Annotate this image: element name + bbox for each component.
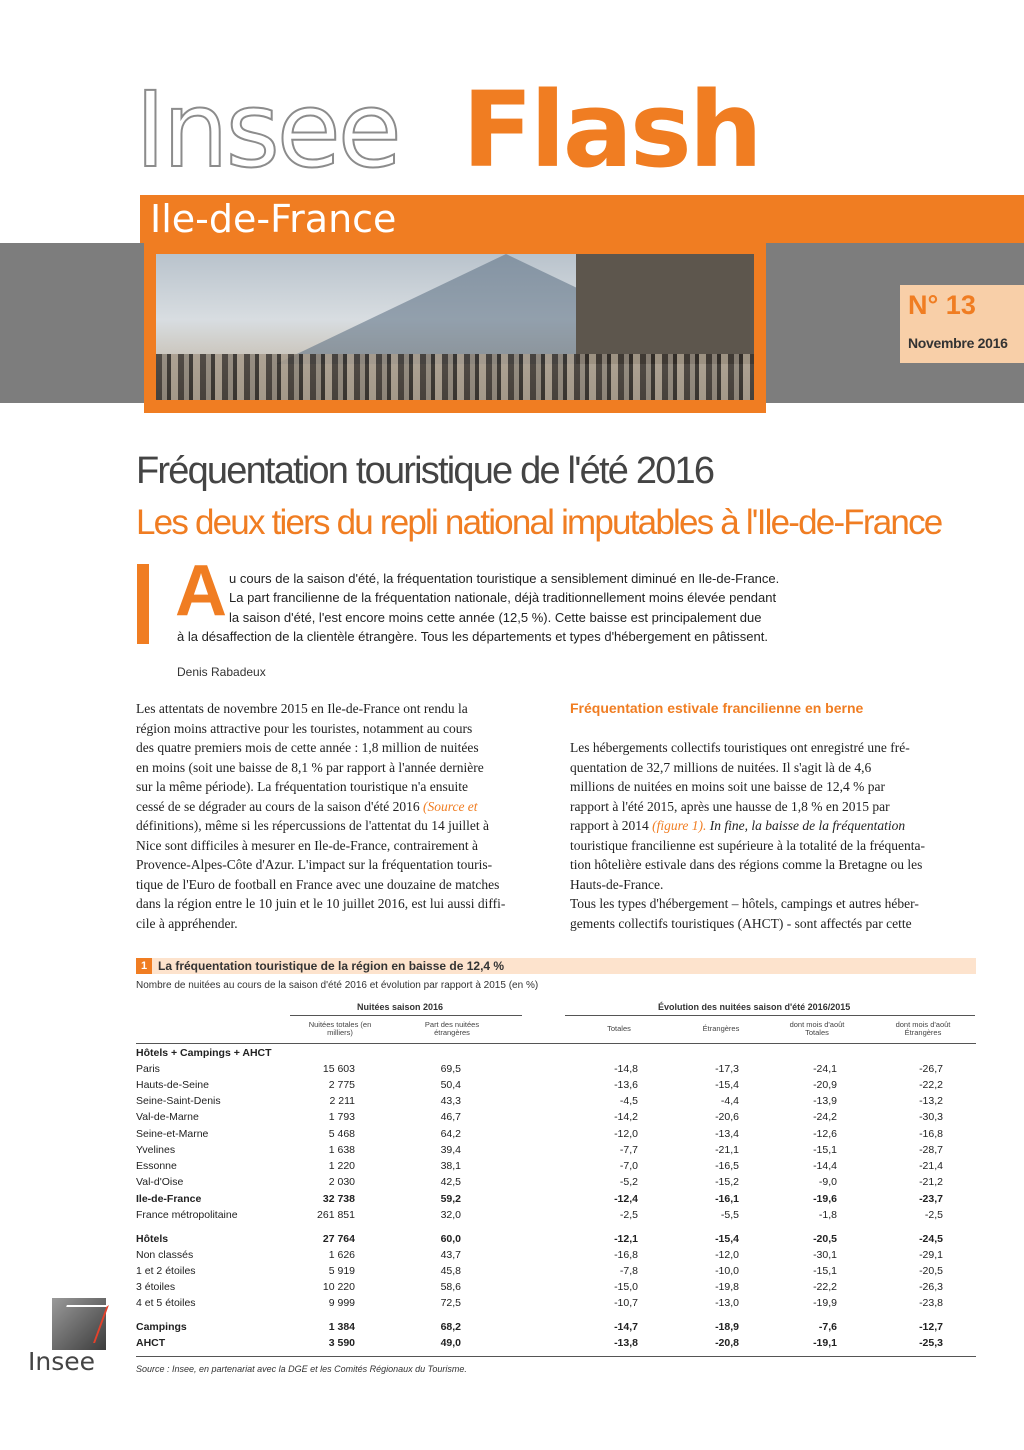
row-label: Campings <box>136 1321 187 1333</box>
row-label: 1 et 2 étoiles <box>136 1265 196 1277</box>
table-cell: -30,3 <box>919 1111 943 1123</box>
intro-line: u cours de la saison d'été, la fréquentation touristique a sensiblement diminué en Ile-de-France. <box>229 571 780 586</box>
group-underline <box>290 1015 522 1016</box>
col1-line: des quatre premiers mois de cette année : 1,8 million de nuitées <box>136 740 479 755</box>
table-cell: -16,1 <box>715 1193 739 1205</box>
table-cell: -19,9 <box>813 1297 837 1309</box>
table-cell: -13,8 <box>614 1337 638 1349</box>
col-header: dont mois d'août Totales <box>789 1020 845 1037</box>
table-cell: -15,2 <box>715 1176 739 1188</box>
intro-bar <box>137 564 149 644</box>
table-row <box>0 1079 1024 1095</box>
table-cell: -12,4 <box>614 1193 638 1205</box>
table-cell: -14,2 <box>614 1111 638 1123</box>
col1-line: Les attentats de novembre 2015 en Ile-de-France ont rendu la <box>136 701 468 716</box>
row-label: 4 et 5 étoiles <box>136 1297 196 1309</box>
table-cell: -2,5 <box>924 1209 943 1221</box>
row-label: Yvelines <box>136 1144 176 1156</box>
table-row <box>0 1160 1024 1176</box>
section-heading: Fréquentation estivale francilienne en berne <box>570 700 864 716</box>
row-label: Val-d'Oise <box>136 1176 184 1188</box>
crowd-shape <box>156 354 754 400</box>
table-cell: 3 590 <box>328 1337 355 1349</box>
table-cell: -7,0 <box>619 1160 638 1172</box>
table-cell: -4,5 <box>619 1095 638 1107</box>
table-cell: -7,8 <box>619 1265 638 1277</box>
table-cell: 261 851 <box>317 1209 355 1221</box>
row-label: AHCT <box>136 1337 166 1349</box>
table-row <box>0 1111 1024 1127</box>
row-label: Hauts-de-Seine <box>136 1079 209 1091</box>
table-cell: 1 626 <box>328 1249 355 1261</box>
table-cell: -16,8 <box>919 1128 943 1140</box>
table-cell: 27 764 <box>322 1233 355 1245</box>
table-cell: -20,5 <box>813 1233 837 1245</box>
table-cell: -25,3 <box>919 1337 943 1349</box>
table-cell: 5 919 <box>328 1265 355 1277</box>
table-cell: -21,2 <box>919 1176 943 1188</box>
table-cell: -20,8 <box>715 1337 739 1349</box>
table-cell: -1,8 <box>818 1209 837 1221</box>
col2-line: Hauts-de-France. <box>570 877 664 892</box>
table-cell: -13,9 <box>813 1095 837 1107</box>
issue-date: Novembre 2016 <box>908 335 1008 351</box>
table-cell: 42,5 <box>440 1176 461 1188</box>
col1-line <box>136 799 478 815</box>
table-cell: -4,4 <box>720 1095 739 1107</box>
table-cell: -13,6 <box>614 1079 638 1091</box>
table-row <box>0 1095 1024 1111</box>
col2-line: millions de nuitées en moins soit une baisse de 12,4 % par <box>570 779 885 794</box>
table-row <box>0 1265 1024 1281</box>
table-cell: -26,7 <box>919 1063 943 1075</box>
table-cell: -19,1 <box>813 1337 837 1349</box>
article-title: Fréquentation touristique de l'été 2016 <box>136 450 714 492</box>
col2-line5-rest: In fine, la baisse de la fréquentation <box>709 818 906 833</box>
table-cell: 38,1 <box>440 1160 461 1172</box>
table-row <box>0 1249 1024 1265</box>
intro-dropcap: A <box>175 551 227 631</box>
table-cell: 43,3 <box>440 1095 461 1107</box>
table-cell: -10,0 <box>715 1265 739 1277</box>
row-label: Seine-et-Marne <box>136 1128 209 1140</box>
table-cell: -24,1 <box>813 1063 837 1075</box>
table-cell: -16,8 <box>614 1249 638 1261</box>
table-row <box>0 1233 1024 1249</box>
intro-line: la saison d'été, l'est encore moins cette année (12,5 %). Cette baisse est principalement due <box>229 610 762 625</box>
col1-line6-text: définitions), même si les répercussions de l'attentat du 14 juillet à <box>136 818 489 833</box>
table-row <box>0 1209 1024 1225</box>
col-header: Étrangères <box>702 1024 740 1033</box>
table-cell: 2 211 <box>329 1095 355 1107</box>
table-cell: 68,2 <box>440 1321 461 1333</box>
col2-line: tion hôtelière estivale dans des régions comme la Bretagne ou les <box>570 857 923 872</box>
row-label: Seine-Saint-Denis <box>136 1095 221 1107</box>
table-row <box>0 1193 1024 1209</box>
figure-number: 1 <box>136 958 152 974</box>
table-cell: 49,0 <box>440 1337 461 1349</box>
row-label: Essonne <box>136 1160 177 1172</box>
table-cell: -2,5 <box>619 1209 638 1221</box>
row-label: Paris <box>136 1063 160 1075</box>
col2-line: quentation de 32,7 millions de nuitées. Il s'agit là de 4,6 <box>570 760 872 775</box>
table-cell: -22,2 <box>813 1281 837 1293</box>
group-header-nuitees: Nuitées saison 2016 <box>357 1002 444 1012</box>
row-label: Non classés <box>136 1249 194 1261</box>
table-cell: 2 775 <box>328 1079 355 1091</box>
table-cell: -9,0 <box>818 1176 837 1188</box>
table-cell: 39,4 <box>440 1144 461 1156</box>
col1-line: région moins attractive pour les touristes, notamment au cours <box>136 721 473 736</box>
col1-line5-text: cessé de se dégrader au cours de la saison d'été 2016 <box>136 799 420 814</box>
col2-line: Tous les types d'hébergement – hôtels, campings et autres héber- <box>570 896 919 911</box>
table-cell: -22,2 <box>919 1079 943 1091</box>
table-cell: -20,6 <box>715 1111 739 1123</box>
table-source: Source : Insee, en partenariat avec la DGE et les Comités Régionaux du Tourisme. <box>136 1364 467 1374</box>
col2-line: gements collectifs touristiques (AHCT) - sont affectés par cette <box>570 916 912 931</box>
col2-line <box>570 818 905 834</box>
row-label: France métropolitaine <box>136 1209 238 1221</box>
table-cell: -15,1 <box>813 1265 837 1277</box>
figure-title: La fréquentation touristique de la région en baisse de 12,4 % <box>158 959 505 973</box>
table-cell: -12,0 <box>715 1249 739 1261</box>
table-row <box>0 1063 1024 1079</box>
table-cell: -5,2 <box>619 1176 638 1188</box>
table-cell: 5 468 <box>328 1128 355 1140</box>
intro-line: La part francilienne de la fréquentation nationale, déjà traditionnellement moins élevée pendant <box>229 590 777 605</box>
table-cell: 64,2 <box>440 1128 461 1140</box>
table-cell: -15,0 <box>614 1281 638 1293</box>
table-cell: -24,2 <box>813 1111 837 1123</box>
col1-line: tique de l'Euro de football en France avec une douzaine de matches <box>136 877 500 892</box>
col1-line: cile à appréhender. <box>136 916 238 931</box>
table-cell: -16,5 <box>715 1160 739 1172</box>
table-cell: 32 738 <box>322 1193 355 1205</box>
table-cell: 10 220 <box>322 1281 355 1293</box>
table-cell: 46,7 <box>440 1111 461 1123</box>
table-cell: -14,8 <box>614 1063 638 1075</box>
table-cell: 32,0 <box>440 1209 461 1221</box>
table-cell: -23,7 <box>919 1193 943 1205</box>
title-flash: Flash <box>462 69 760 191</box>
table-cell: -29,1 <box>919 1249 943 1261</box>
col2-line: Les hébergements collectifs touristiques ont enregistré une fré- <box>570 740 910 755</box>
table-cell: 1 638 <box>328 1144 355 1156</box>
table-cell: 15 603 <box>322 1063 355 1075</box>
col1-line <box>136 818 489 834</box>
table-cell: -15,4 <box>715 1079 739 1091</box>
table-cell: 9 999 <box>328 1297 355 1309</box>
table-bottom-rule <box>136 1356 976 1357</box>
table-cell: 58,6 <box>440 1281 461 1293</box>
table-cell: -18,9 <box>715 1321 739 1333</box>
table-cell: -15,4 <box>715 1233 739 1245</box>
table-cell: -13,0 <box>715 1297 739 1309</box>
col1-line: en moins (soit une baisse de 8,1 % par rapport à l'année dernière <box>136 760 484 775</box>
col-header: Part des nuitées étrangères <box>424 1020 480 1037</box>
table-cell: -13,2 <box>919 1095 943 1107</box>
table-cell: -24,5 <box>919 1233 943 1245</box>
table-cell: -12,1 <box>614 1233 638 1245</box>
figure-subtitle: Nombre de nuitées au cours de la saison d'été 2016 et évolution par rapport à 2015 (en %) <box>136 980 539 991</box>
table-cell: 72,5 <box>440 1297 461 1309</box>
header-rule <box>136 1043 976 1044</box>
table-row <box>0 1281 1024 1297</box>
table-cell: 69,5 <box>440 1063 461 1075</box>
col1-line: Provence-Alpes-Côte d'Azur. L'impact sur la fréquentation touris- <box>136 857 493 872</box>
row-label: Hôtels <box>136 1233 169 1245</box>
table-cell: 60,0 <box>440 1233 461 1245</box>
table-cell: 59,2 <box>440 1193 461 1205</box>
table-cell: -10,7 <box>614 1297 638 1309</box>
table-section-header <box>0 1047 1024 1063</box>
table-cell: -19,8 <box>715 1281 739 1293</box>
louvre-photo <box>156 254 754 400</box>
row-label: 3 étoiles <box>136 1281 176 1293</box>
author: Denis Rabadeux <box>177 665 266 679</box>
table-cell: -12,7 <box>919 1321 943 1333</box>
group-underline <box>565 1015 975 1016</box>
table-cell: -12,6 <box>813 1128 837 1140</box>
table-cell: -14,4 <box>813 1160 837 1172</box>
table-cell: 1 384 <box>328 1321 355 1333</box>
table-cell: -17,3 <box>715 1063 739 1075</box>
col-header: Totales <box>607 1024 631 1033</box>
table-cell: -14,7 <box>614 1321 638 1333</box>
group-header-evolution: Évolution des nuitées saison d'été 2016/2015 <box>658 1002 851 1012</box>
table-cell: -30,1 <box>813 1249 837 1261</box>
table-cell: -26,3 <box>919 1281 943 1293</box>
col1-line: dans la région entre le 10 juin et le 10 juillet 2016, est lui aussi diffi- <box>136 896 506 911</box>
col1-line: Nice sont difficiles à mesurer en Ile-de-France, contrairement à <box>136 838 478 853</box>
table-cell: 50,4 <box>440 1079 461 1091</box>
table-row <box>0 1321 1024 1337</box>
section-label: Hôtels + Campings + AHCT <box>136 1047 272 1059</box>
table-cell: -28,7 <box>919 1144 943 1156</box>
table-cell: 1 220 <box>328 1160 355 1172</box>
table-cell: -13,4 <box>715 1128 739 1140</box>
insee-logo-text: Insee <box>28 1347 96 1376</box>
table-cell: -7,6 <box>818 1321 837 1333</box>
region-label: Ile-de-France <box>150 197 397 241</box>
col2-line5-text: rapport à 2014 <box>570 818 649 833</box>
building-shape <box>576 254 754 364</box>
row-label: Ile-de-France <box>136 1193 202 1205</box>
issue-number: N° 13 <box>908 290 976 320</box>
table-row <box>0 1297 1024 1313</box>
title-insee: Insee <box>135 69 399 191</box>
table-cell: 45,8 <box>440 1265 461 1277</box>
table-cell: -12,0 <box>614 1128 638 1140</box>
table-cell: -7,7 <box>619 1144 638 1156</box>
table-cell: 43,7 <box>440 1249 461 1261</box>
source-link[interactable]: (Source et <box>422 799 478 814</box>
table-cell: -23,8 <box>919 1297 943 1309</box>
figure-link[interactable]: (figure 1). <box>652 818 707 833</box>
table-cell: -20,9 <box>813 1079 837 1091</box>
table-cell: -20,5 <box>919 1265 943 1277</box>
table-row <box>0 1128 1024 1144</box>
row-label: Val-de-Marne <box>136 1111 199 1123</box>
table-row <box>0 1176 1024 1192</box>
article-subtitle: Les deux tiers du repli national imputables à l'Ile-de-France <box>136 503 942 542</box>
col2-line: touristique francilienne est supérieure à la totalité de la fréquenta- <box>570 838 925 853</box>
table-row <box>0 1337 1024 1353</box>
table-cell: 1 793 <box>328 1111 355 1123</box>
table-row <box>0 1144 1024 1160</box>
table-cell: -19,6 <box>813 1193 837 1205</box>
col2-line: rapport à l'été 2015, après une hausse de 1,8 % en 2015 par <box>570 799 890 814</box>
col-header: Nuitées totales (en milliers) <box>308 1020 372 1037</box>
table-cell: -15,1 <box>813 1144 837 1156</box>
col-header: dont mois d'août Étrangères <box>895 1020 951 1037</box>
intro-line: à la désaffection de la clientèle étrangère. Tous les départements et types d'hébergement en pâtissent. <box>177 629 768 644</box>
col1-line: sur la même période). La fréquentation touristique n'a ensuite <box>136 779 468 794</box>
table-cell: 2 030 <box>328 1176 355 1188</box>
table-cell: -21,1 <box>715 1144 739 1156</box>
table-cell: -5,5 <box>720 1209 739 1221</box>
table-cell: -21,4 <box>919 1160 943 1172</box>
